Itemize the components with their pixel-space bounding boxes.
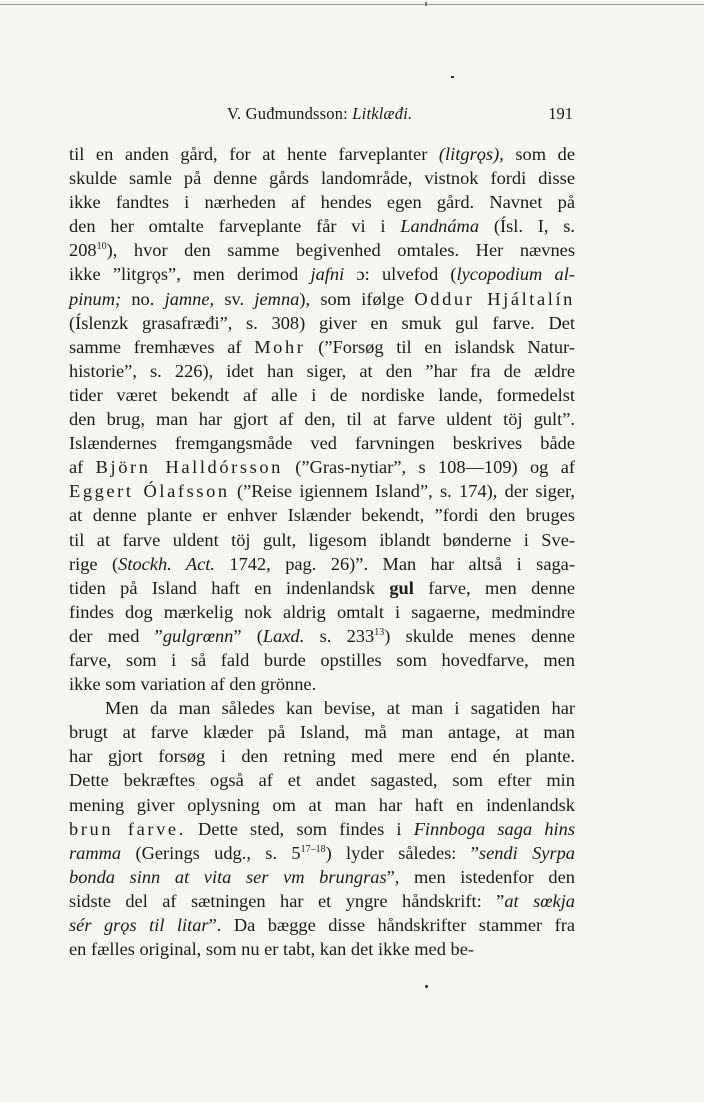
text-line (69, 841, 575, 865)
text-line (69, 648, 575, 672)
author-title: V. Guđmundsson: (227, 104, 353, 123)
text-segment: 13 (374, 626, 385, 638)
text-line (69, 865, 575, 889)
text-line (69, 503, 575, 527)
text-segment: rige ( (69, 553, 119, 574)
text-line (69, 624, 575, 648)
text-line (69, 793, 575, 817)
text-segment: , som de (499, 144, 575, 164)
text-line (69, 166, 575, 190)
text-line (69, 889, 575, 913)
text-segment: den her omtalte farveplante får vi i (69, 216, 401, 237)
text-segment: no. (121, 288, 165, 309)
text-line (69, 479, 575, 503)
text-segment: farve, som i så fald burde opstilles som hovedfarve, men (69, 649, 575, 670)
text-segment: skulde samle på denne gårds landområde, vistnok fordi disse (69, 168, 575, 189)
text-segment: ) skulde menes denne (384, 625, 576, 646)
text-segment: (Gerings udg., s. 5 (121, 842, 301, 863)
top-edge-rule (0, 4, 704, 5)
running-head-title (227, 104, 412, 124)
text-segment: , sv. (209, 288, 255, 309)
text-line (69, 672, 575, 696)
work-title: Litklæđi. (352, 104, 413, 123)
text-segment: gul (389, 577, 414, 598)
text-segment: ikke ”litgrǫs”, men derimod (69, 264, 311, 285)
text-segment: der med ” (69, 625, 163, 646)
text-segment: den brug, man har gjort af den, til at farve uldent töj gult”. (69, 409, 575, 430)
text-line (69, 262, 575, 286)
top-edge-mark (425, 2, 427, 6)
text-segment: jafni (310, 264, 345, 285)
text-segment: til en anden gård, for at hente farveplanter (69, 144, 439, 164)
text-segment: (Íslenzk grasafræđi”, s. 308) giver en smuk gul farve. Det (69, 312, 575, 333)
text-segment: sér grǫs til litar (69, 915, 209, 935)
text-segment: (”Gras-nytiar”, s 108—109) og af (282, 457, 575, 478)
print-speck (425, 985, 428, 988)
text-segment: at sœkja (504, 890, 575, 911)
text-segment: ikke fandtes i nærheden af hendes egen gård. Navnet på (69, 192, 575, 213)
text-segment: historie”, s. 226), idet han siger, at den ”har fra de ældre (69, 360, 575, 381)
text-line (69, 383, 575, 407)
print-speck (451, 76, 454, 78)
text-segment: Oddur Hjáltalín (414, 288, 575, 309)
text-segment: Islændernes fremgangsmåde ved farvningen beskrives både (69, 433, 575, 454)
text-segment: sidste del af sætningen har et yngre håndskrift: ” (69, 890, 505, 911)
running-head (69, 104, 573, 128)
text-segment: Landnáma (400, 216, 480, 237)
text-segment: (litgrǫs) (438, 144, 500, 164)
text-line (69, 744, 575, 768)
text-segment: 17–18 (300, 843, 326, 855)
text-segment: brugt at farve klæder på Island, må man antage, at man (69, 722, 575, 743)
text-segment: 208 (69, 240, 97, 261)
text-segment: farve, men denne (413, 577, 576, 598)
text-line (69, 817, 575, 841)
text-segment: til at farve uldent töj gult, ligesom iblandt bønderne i Sve- (69, 529, 575, 550)
text-line (69, 696, 575, 720)
text-line (69, 576, 575, 600)
text-segment: Men da man således kan bevise, at man i sagatiden har (105, 698, 575, 719)
text-segment: 10 (96, 241, 107, 253)
text-segment: ), som ifølge (299, 288, 415, 309)
text-segment: ) lyder således: ” (325, 842, 479, 863)
body-text (69, 142, 575, 961)
text-segment: har gjort forsøg i den retning med mere end én plante. (69, 746, 575, 767)
text-segment: pinum; (69, 288, 122, 309)
text-segment: Dette sted, som findes i (185, 818, 414, 839)
text-line (69, 359, 575, 383)
text-segment: Finnboga saga hins (413, 818, 575, 839)
text-segment: Björn Halldórsson (95, 457, 283, 478)
text-line (69, 600, 575, 624)
text-segment: (”Forsøg til en islandsk Natur- (305, 336, 575, 357)
text-segment: Mohr (254, 336, 306, 357)
text-line (69, 528, 575, 552)
text-segment: en fælles original, som nu er tabt, kan det ikke med be- (69, 939, 474, 960)
text-segment: (Ísl. I, s. (479, 216, 576, 237)
text-line (69, 768, 575, 792)
text-segment: 1742, pag. 26)”. Man har altså i saga- (214, 553, 575, 574)
page-number: 191 (548, 104, 573, 123)
text-segment: brun farve. (69, 818, 186, 839)
text-segment: af (69, 457, 96, 478)
text-segment: lycopodium al- (456, 264, 575, 285)
text-line (69, 142, 575, 166)
text-segment: ”, men istedenfor den (386, 866, 575, 887)
text-segment: (”Reise igiennem Island”, s. 174), der siger, (229, 481, 575, 502)
text-segment: ” ( (233, 625, 263, 646)
text-line (69, 431, 575, 455)
text-line (69, 238, 575, 262)
text-segment: Stockh. Act. (118, 553, 215, 574)
text-segment: ramma (69, 842, 122, 863)
text-segment: ”. Da bægge disse håndskrifter stammer fra (208, 915, 575, 935)
text-segment: Dette bekræftes også af et andet sagasted, som efter min (69, 770, 575, 791)
text-line (69, 455, 575, 479)
text-segment: sendi Syrpa (478, 842, 575, 863)
text-segment: mening giver oplysning om at man har haft en indenlandsk (69, 794, 575, 815)
text-segment: Laxd. (262, 625, 305, 646)
text-line (69, 552, 575, 576)
text-segment: bonda sinn at vita ser vm brungras (69, 866, 387, 887)
text-segment: gulgrœnn (162, 625, 234, 646)
text-line (69, 335, 575, 359)
text-segment: ɔ: ulvefod ( (344, 264, 457, 285)
text-line (69, 190, 575, 214)
text-line (69, 311, 575, 335)
text-segment: jamne (164, 288, 210, 309)
text-line (69, 407, 575, 431)
text-line (69, 214, 575, 238)
text-line (69, 720, 575, 744)
text-segment: tider været bekendt af alle i de nordiske lande, formedelst (69, 384, 575, 405)
text-segment: findes dog mærkelig nok aldrig omtalt i sagaerne, medmindre (69, 601, 575, 622)
text-segment: samme fremhæves af (69, 336, 255, 357)
text-segment: jemna (254, 288, 300, 309)
text-segment: tiden på Island haft en indenlandsk (69, 577, 390, 598)
text-segment: ), hvor den samme begivenhed omtales. Her nævnes (106, 240, 575, 261)
text-segment: s. 233 (304, 625, 375, 646)
text-line (69, 937, 575, 961)
text-segment: at denne plante er enhver Islænder bekendt, ”fordi den bruges (69, 505, 575, 526)
text-segment: Eggert Ólafsson (69, 481, 230, 502)
text-segment: ikke som variation af den grönne. (69, 674, 317, 695)
text-line (69, 287, 575, 311)
text-line (69, 913, 575, 937)
